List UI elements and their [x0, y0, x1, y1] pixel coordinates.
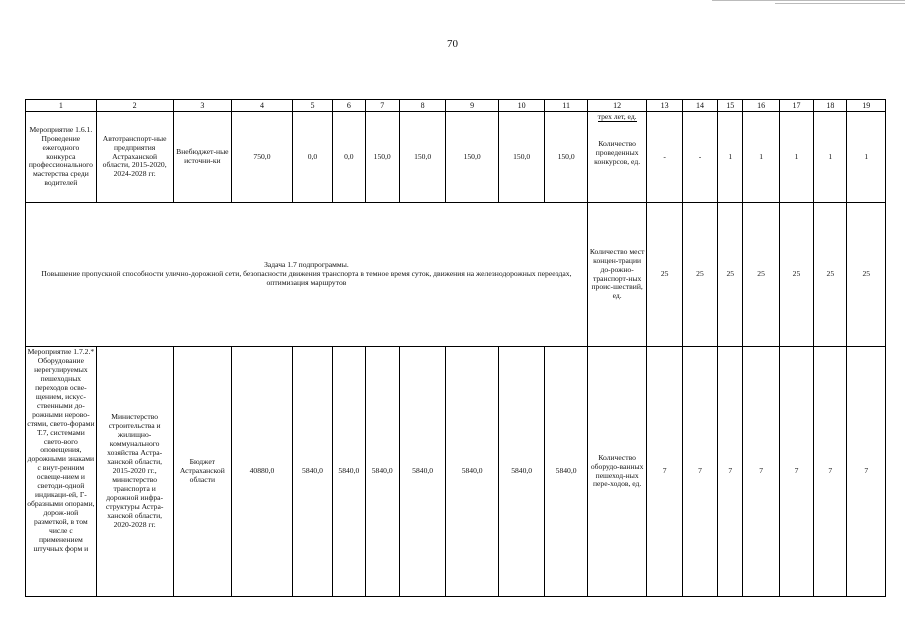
target-cell: -	[647, 112, 682, 203]
table-row-1-7-2	[26, 347, 886, 597]
indicator-cell	[587, 112, 647, 203]
year-cell: 5840,0	[399, 347, 445, 597]
col-header: 14	[682, 100, 717, 112]
target-cell: 1	[718, 112, 743, 203]
col-header: 10	[498, 100, 544, 112]
target-cell: 7	[779, 347, 813, 597]
col-header: 13	[647, 100, 682, 112]
table-row-1-6-1	[26, 112, 886, 203]
task-heading-cell	[26, 203, 588, 347]
year-cell: 150,0	[446, 112, 499, 203]
year-cell: 5840,0	[498, 347, 544, 597]
task-text: Повышение пропускной способности улично-дорожной сети, безопасности движения транспорта в темное время суток, движения на железнодорожных переездах, оптимизация маршрутов	[41, 269, 572, 287]
target-cell: 7	[682, 347, 717, 597]
col-header: 19	[847, 100, 886, 112]
target-cell: 25	[779, 203, 813, 347]
target-cell: 7	[647, 347, 682, 597]
measure-name: Мероприятие 1.6.1. Проведение ежегодного конкурса профессионального мастерства среди водителей	[26, 112, 97, 203]
target-cell: 1	[779, 112, 813, 203]
year-cell: 5840,0	[292, 347, 332, 597]
col-header: 7	[365, 100, 399, 112]
year-cell: 5840,0	[446, 347, 499, 597]
funding-source: Внебюджет-ные источни-ки	[173, 112, 232, 203]
total-cell: 40880,0	[232, 347, 293, 597]
target-cell: 25	[718, 203, 743, 347]
target-cell: 7	[814, 347, 847, 597]
indicator-cell: Количество оборудо-ванных пешеход-ных пере-ходов, ед.	[587, 347, 647, 597]
target-cell: 25	[743, 203, 779, 347]
target-cell: 1	[847, 112, 886, 203]
funding-source: Бюджет Астраханской области	[173, 347, 232, 597]
top-rule-short	[775, 3, 905, 4]
year-cell: 5840,0	[365, 347, 399, 597]
target-cell: 1	[814, 112, 847, 203]
target-cell: 25	[847, 203, 886, 347]
target-cell: -	[682, 112, 717, 203]
col-header: 15	[718, 100, 743, 112]
target-cell: 7	[743, 347, 779, 597]
executor-cell: Автотранспорт-ные предприятия Астраханской области, 2015-2020, 2024-2028 гг.	[96, 112, 173, 203]
page-number: 70	[447, 38, 458, 50]
col-header: 6	[333, 100, 365, 112]
year-cell: 0,0	[292, 112, 332, 203]
top-rule	[712, 0, 905, 1]
year-cell: 5840,0	[333, 347, 365, 597]
col-header: 8	[399, 100, 445, 112]
col-header: 2	[96, 100, 173, 112]
year-cell: 150,0	[365, 112, 399, 203]
header-row	[26, 100, 886, 112]
program-table	[25, 99, 886, 597]
target-cell: 7	[718, 347, 743, 597]
col-header: 16	[743, 100, 779, 112]
col-header: 4	[232, 100, 293, 112]
col-header: 3	[173, 100, 232, 112]
year-cell: 5840,0	[545, 347, 587, 597]
col-header: 17	[779, 100, 813, 112]
target-cell: 25	[647, 203, 682, 347]
col-header: 5	[292, 100, 332, 112]
target-cell: 7	[847, 347, 886, 597]
table-row-task-1-7	[26, 203, 886, 347]
year-cell: 0,0	[333, 112, 365, 203]
task-title: Задача 1.7 подпрограммы.	[264, 260, 349, 270]
year-cell: 150,0	[498, 112, 544, 203]
year-cell: 150,0	[545, 112, 587, 203]
col-header: 11	[545, 100, 587, 112]
indicator-text: Количество проведенных конкурсов, ед.	[594, 138, 641, 166]
indicator-cell: Количество мест концен-трации до-рожно-транспорт-ных проис-шествий, ед.	[587, 203, 647, 347]
year-cell: 150,0	[399, 112, 445, 203]
continuation-text: трех лет, ед.	[597, 112, 637, 121]
col-header: 12	[587, 100, 647, 112]
col-header: 9	[446, 100, 499, 112]
col-header: 1	[26, 100, 97, 112]
col-header: 18	[814, 100, 847, 112]
target-cell: 25	[814, 203, 847, 347]
target-cell: 1	[743, 112, 779, 203]
measure-name: Мероприятие 1.7.2.* Оборудование нерегулируемых пешеходных переходов осве-щением, искус-ственными до-рожными нерово-стями, свето-форами Т.7, системами свето-вого оповещения, дорожными знаками с внут-ренним освеще-нием и светоди-одной индикаци-ей, Г-образными опорами, дорож-ной разметкой, в том числе с применением штучных форм и	[26, 347, 97, 597]
executor-cell: Министерство строительства и жилищно-коммунального хозяйства Астра-ханской области, 2015-2020 гг., министерство транспорта и дорожной инфра-структуры Астра-ханской области, 2020-2028 гг.	[96, 347, 173, 597]
target-cell: 25	[682, 203, 717, 347]
total-cell: 750,0	[232, 112, 293, 203]
